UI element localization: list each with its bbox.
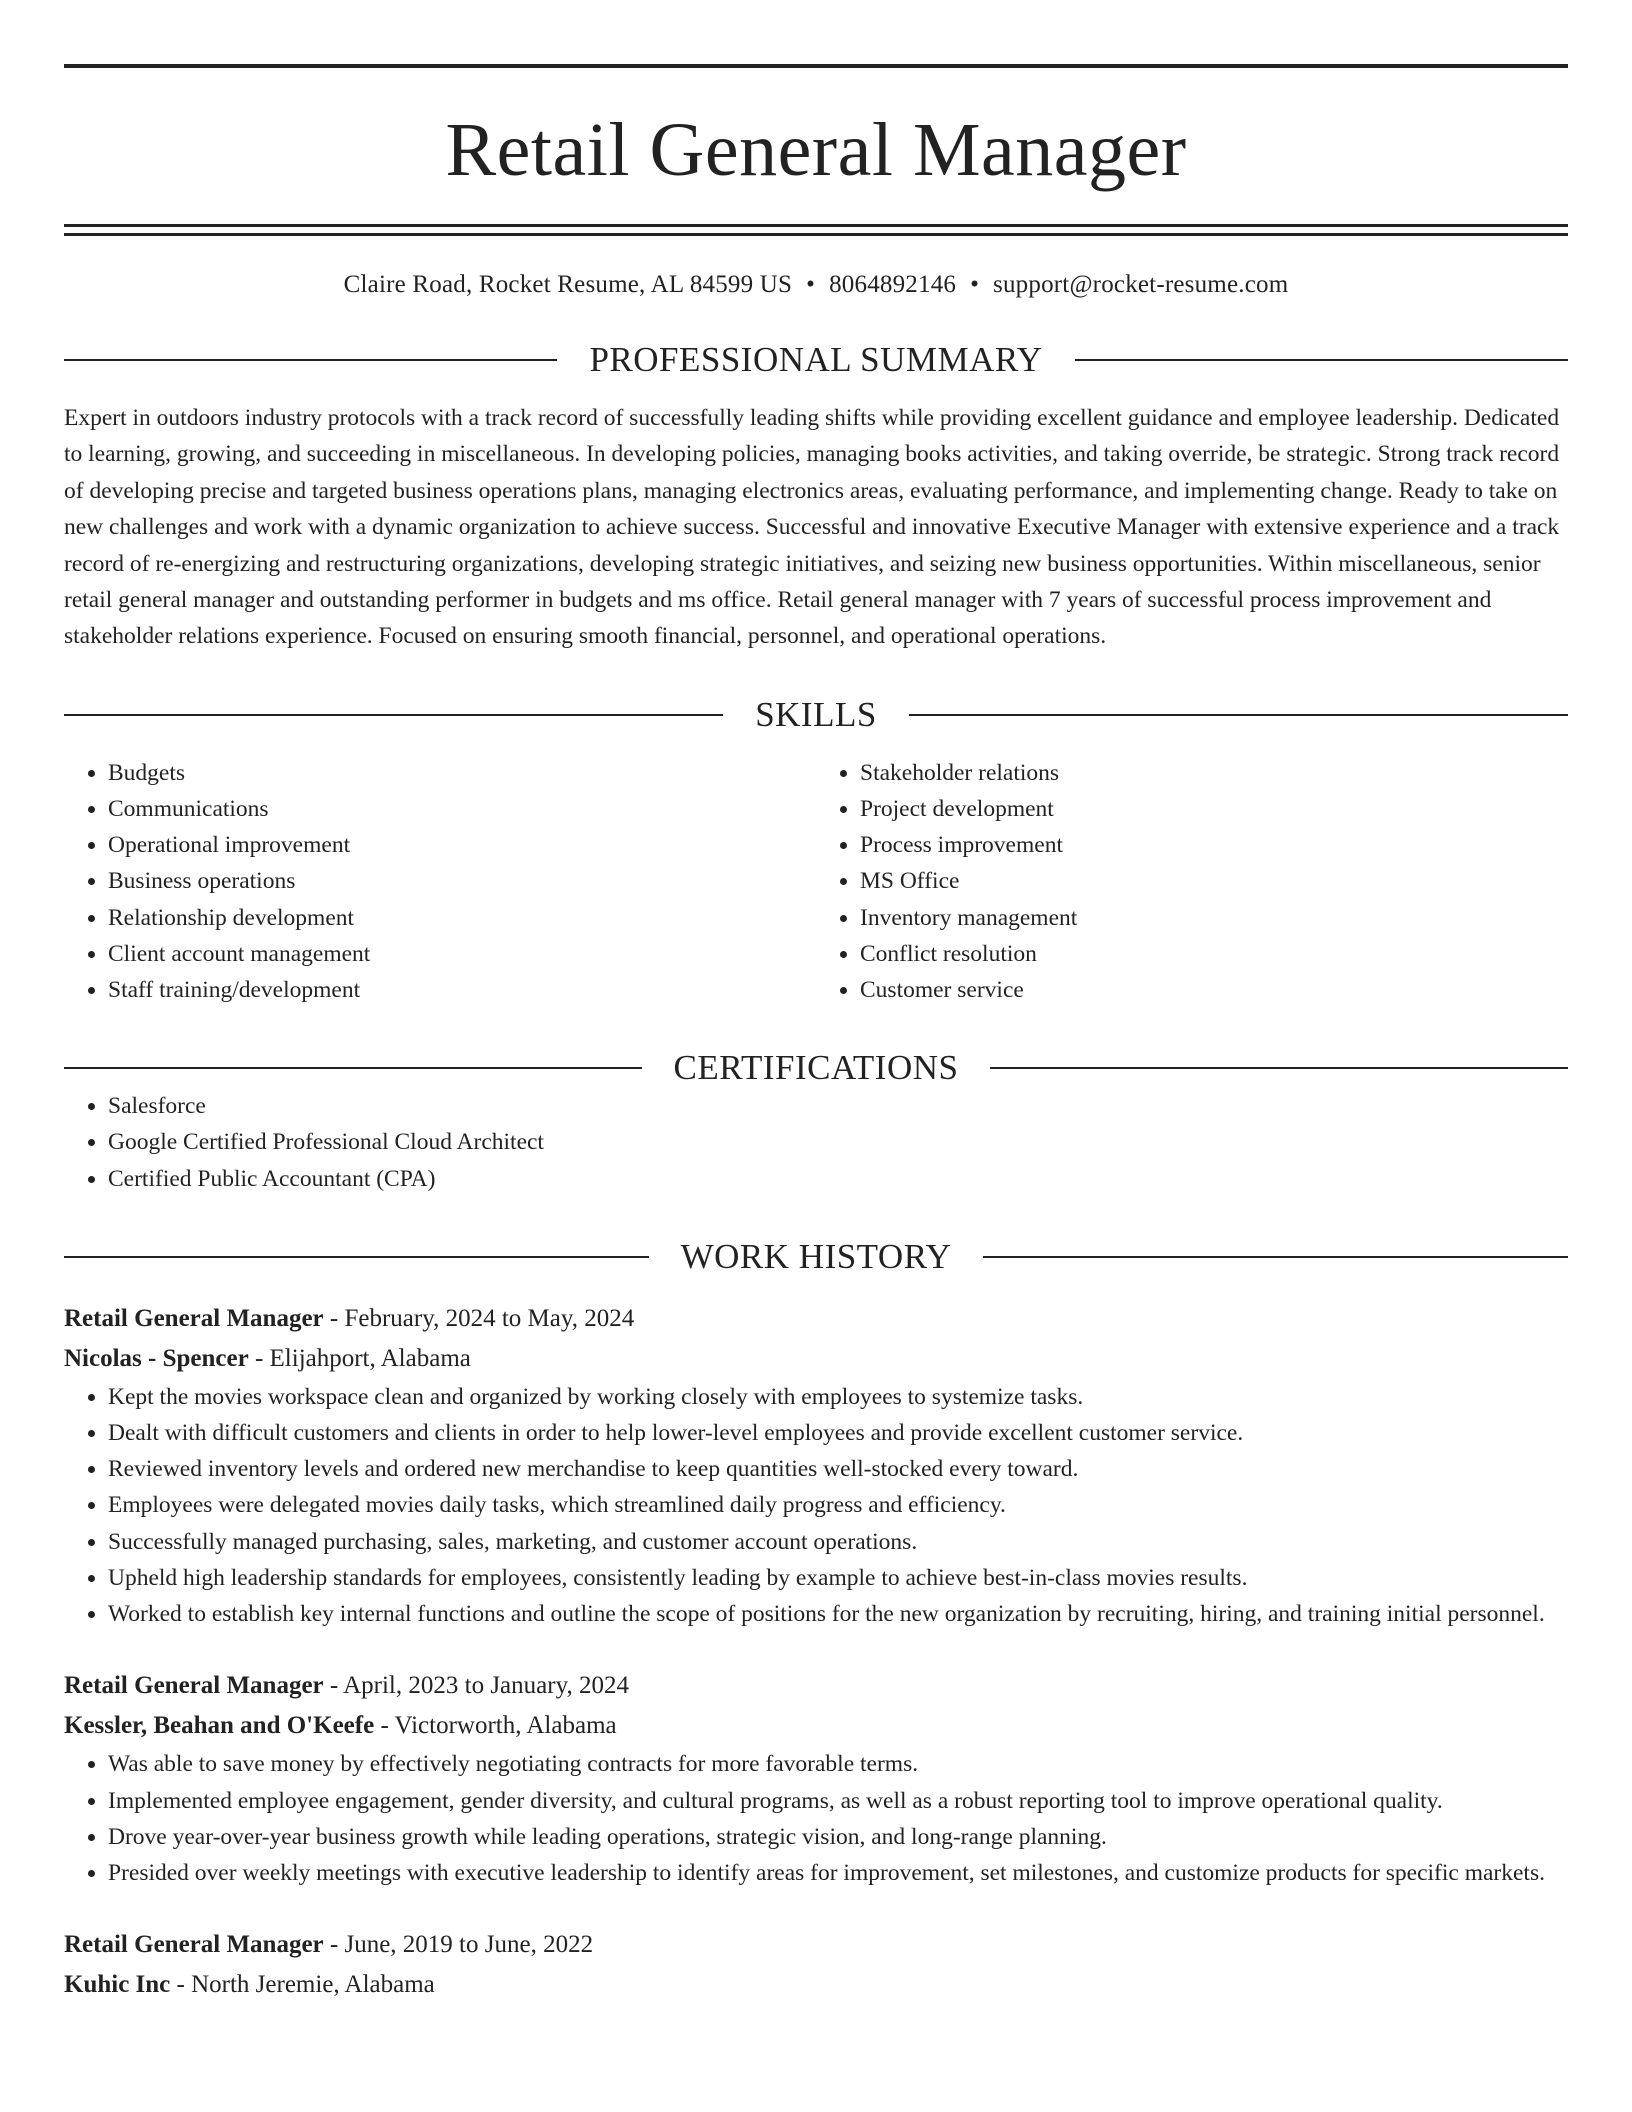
job-bullet: • Dealt with difficult customers and clients in order to help lower-level employees and provide excellent customer service. [108,1415,1568,1451]
skill-item: • MS Office [860,863,1568,899]
job-company: Kessler, Beahan and O'Keefe [64,1712,375,1740]
skills-list-right [816,755,1568,1008]
job-bullet: • Drove year-over-year business growth while leading operations, strategic vision, and long-range planning. [108,1819,1568,1855]
job-bullet: • Worked to establish key internal functions and outline the scope of positions for the new organization by recruiting, hiring, and training initial personnel. [108,1596,1568,1632]
heading-rule-right [983,1256,1568,1258]
summary-text: Expert in outdoors industry protocols with a track record of successfully leading shifts while providing excellent guidance and employee leadership. Dedicated to learning, growing, and succeeding in miscellaneous. In developing policies, managing books activities, and taking override, be strategic. Strong track record of developing precise and targeted business operations plans, managing electronics areas, evaluating performance, and implementing change. Ready to take on new challenges and work with a dynamic organization to achieve success. Successful and innovative Executive Manager with extensive experience and a track record of re-energizing and restructuring organizations, developing strategic initiatives, and seizing new business opportunities. Within miscellaneous, senior retail general manager and outstanding performer in budgets and ms office. Retail general manager with 7 years of successful process improvement and stakeholder relations experience. Focused on ensuring smooth financial, personnel, and operational operations. [64,405,1560,650]
contact-separator: • [970,271,980,298]
contact-email: support@rocket-resume.com [993,271,1289,298]
summary-heading [64,340,1568,380]
header-double-rule [64,224,1568,236]
job-location: - North Jeremie, Alabama [170,1971,435,1999]
skill-item: • Customer service [860,972,1568,1008]
skill-item: • Relationship development [108,900,816,936]
job-title-line [64,1299,1568,1339]
skill-item: • Client account management [108,936,816,972]
top-rule [64,64,1568,68]
skills-heading-title: SKILLS [755,694,877,734]
skill-item: • Stakeholder relations [860,755,1568,791]
job-entry [64,1925,1568,2005]
skill-item: • Communications [108,791,816,827]
certifications-heading [64,1048,1568,1088]
job-entry [64,1299,1568,1632]
job-location: - Victorworth, Alabama [374,1712,617,1740]
contact-separator: • [806,271,816,298]
skill-item: • Project development [860,791,1568,827]
contact-line [64,270,1568,300]
job-entry [64,1666,1568,1891]
skill-item: • Operational improvement [108,827,816,863]
skill-item: • Conflict resolution [860,936,1568,972]
skill-item: • Business operations [108,863,816,899]
heading-rule-left [64,1067,642,1069]
heading-rule-left [64,714,723,716]
certifications-heading-title: CERTIFICATIONS [673,1048,959,1088]
job-dates: - April, 2023 to January, 2024 [323,1672,629,1700]
job-title-line [64,1925,1568,1965]
certification-item: • Salesforce [108,1088,1568,1124]
job-title-line [64,1666,1568,1706]
job-company-line [64,1965,1568,2005]
job-bullet: • Successfully managed purchasing, sales, marketing, and customer account operations. [108,1524,1568,1560]
skills-heading [64,695,1568,735]
job-company-line [64,1339,1568,1379]
certifications-list [64,1088,1568,1197]
heading-rule-right [990,1067,1568,1069]
job-title: Retail General Manager [64,1931,324,1959]
skill-item: • Staff training/development [108,972,816,1008]
certification-item: • Google Certified Professional Cloud Architect [108,1124,1568,1160]
resume-title: Retail General Manager [445,108,1187,192]
job-location: - Elijahport, Alabama [248,1344,471,1372]
job-company: Kuhic Inc [64,1971,171,1999]
job-dates: - February, 2024 to May, 2024 [323,1304,635,1332]
certification-item: • Certified Public Accountant (CPA) [108,1161,1568,1197]
job-dates: - June, 2019 to June, 2022 [323,1931,594,1959]
job-bullet: • Implemented employee engagement, gender diversity, and cultural programs, as well as a robust reporting tool to improve operational quality. [108,1783,1568,1819]
work-history-heading [64,1237,1568,1277]
contact-address: Claire Road, Rocket Resume, AL 84599 US [343,271,793,298]
skills-list-left [64,755,816,1008]
job-bullet: • Was able to save money by effectively negotiating contracts for more favorable terms. [108,1746,1568,1782]
skill-item: • Process improvement [860,827,1568,863]
skill-item: • Budgets [108,755,816,791]
job-company-line [64,1706,1568,1746]
job-bullet: • Employees were delegated movies daily tasks, which streamlined daily progress and efficiency. [108,1487,1568,1523]
heading-rule-left [64,359,557,361]
job-bullet: • Presided over weekly meetings with executive leadership to identify areas for improvement, set milestones, and customize products for specific markets. [108,1855,1568,1891]
skills-grid [64,755,1568,1008]
heading-rule-right [909,714,1568,716]
heading-rule-right [1075,359,1568,361]
summary-heading-title: PROFESSIONAL SUMMARY [589,340,1043,379]
job-title: Retail General Manager [64,1304,324,1332]
skill-item: • Inventory management [860,900,1568,936]
job-company: Nicolas - Spencer [64,1344,249,1372]
job-bullets [64,1746,1568,1891]
contact-phone: 8064892146 [829,271,957,298]
job-title: Retail General Manager [64,1672,324,1700]
job-bullets [64,1379,1568,1632]
work-history-heading-title: WORK HISTORY [680,1236,952,1276]
job-bullet: • Upheld high leadership standards for employees, consistently leading by example to achieve best-in-class movies results. [108,1560,1568,1596]
heading-rule-left [64,1256,649,1258]
job-bullet: • Kept the movies workspace clean and organized by working closely with employees to systemize tasks. [108,1379,1568,1415]
resume-page [64,64,1568,2005]
job-bullet: • Reviewed inventory levels and ordered new merchandise to keep quantities well-stocked every toward. [108,1451,1568,1487]
